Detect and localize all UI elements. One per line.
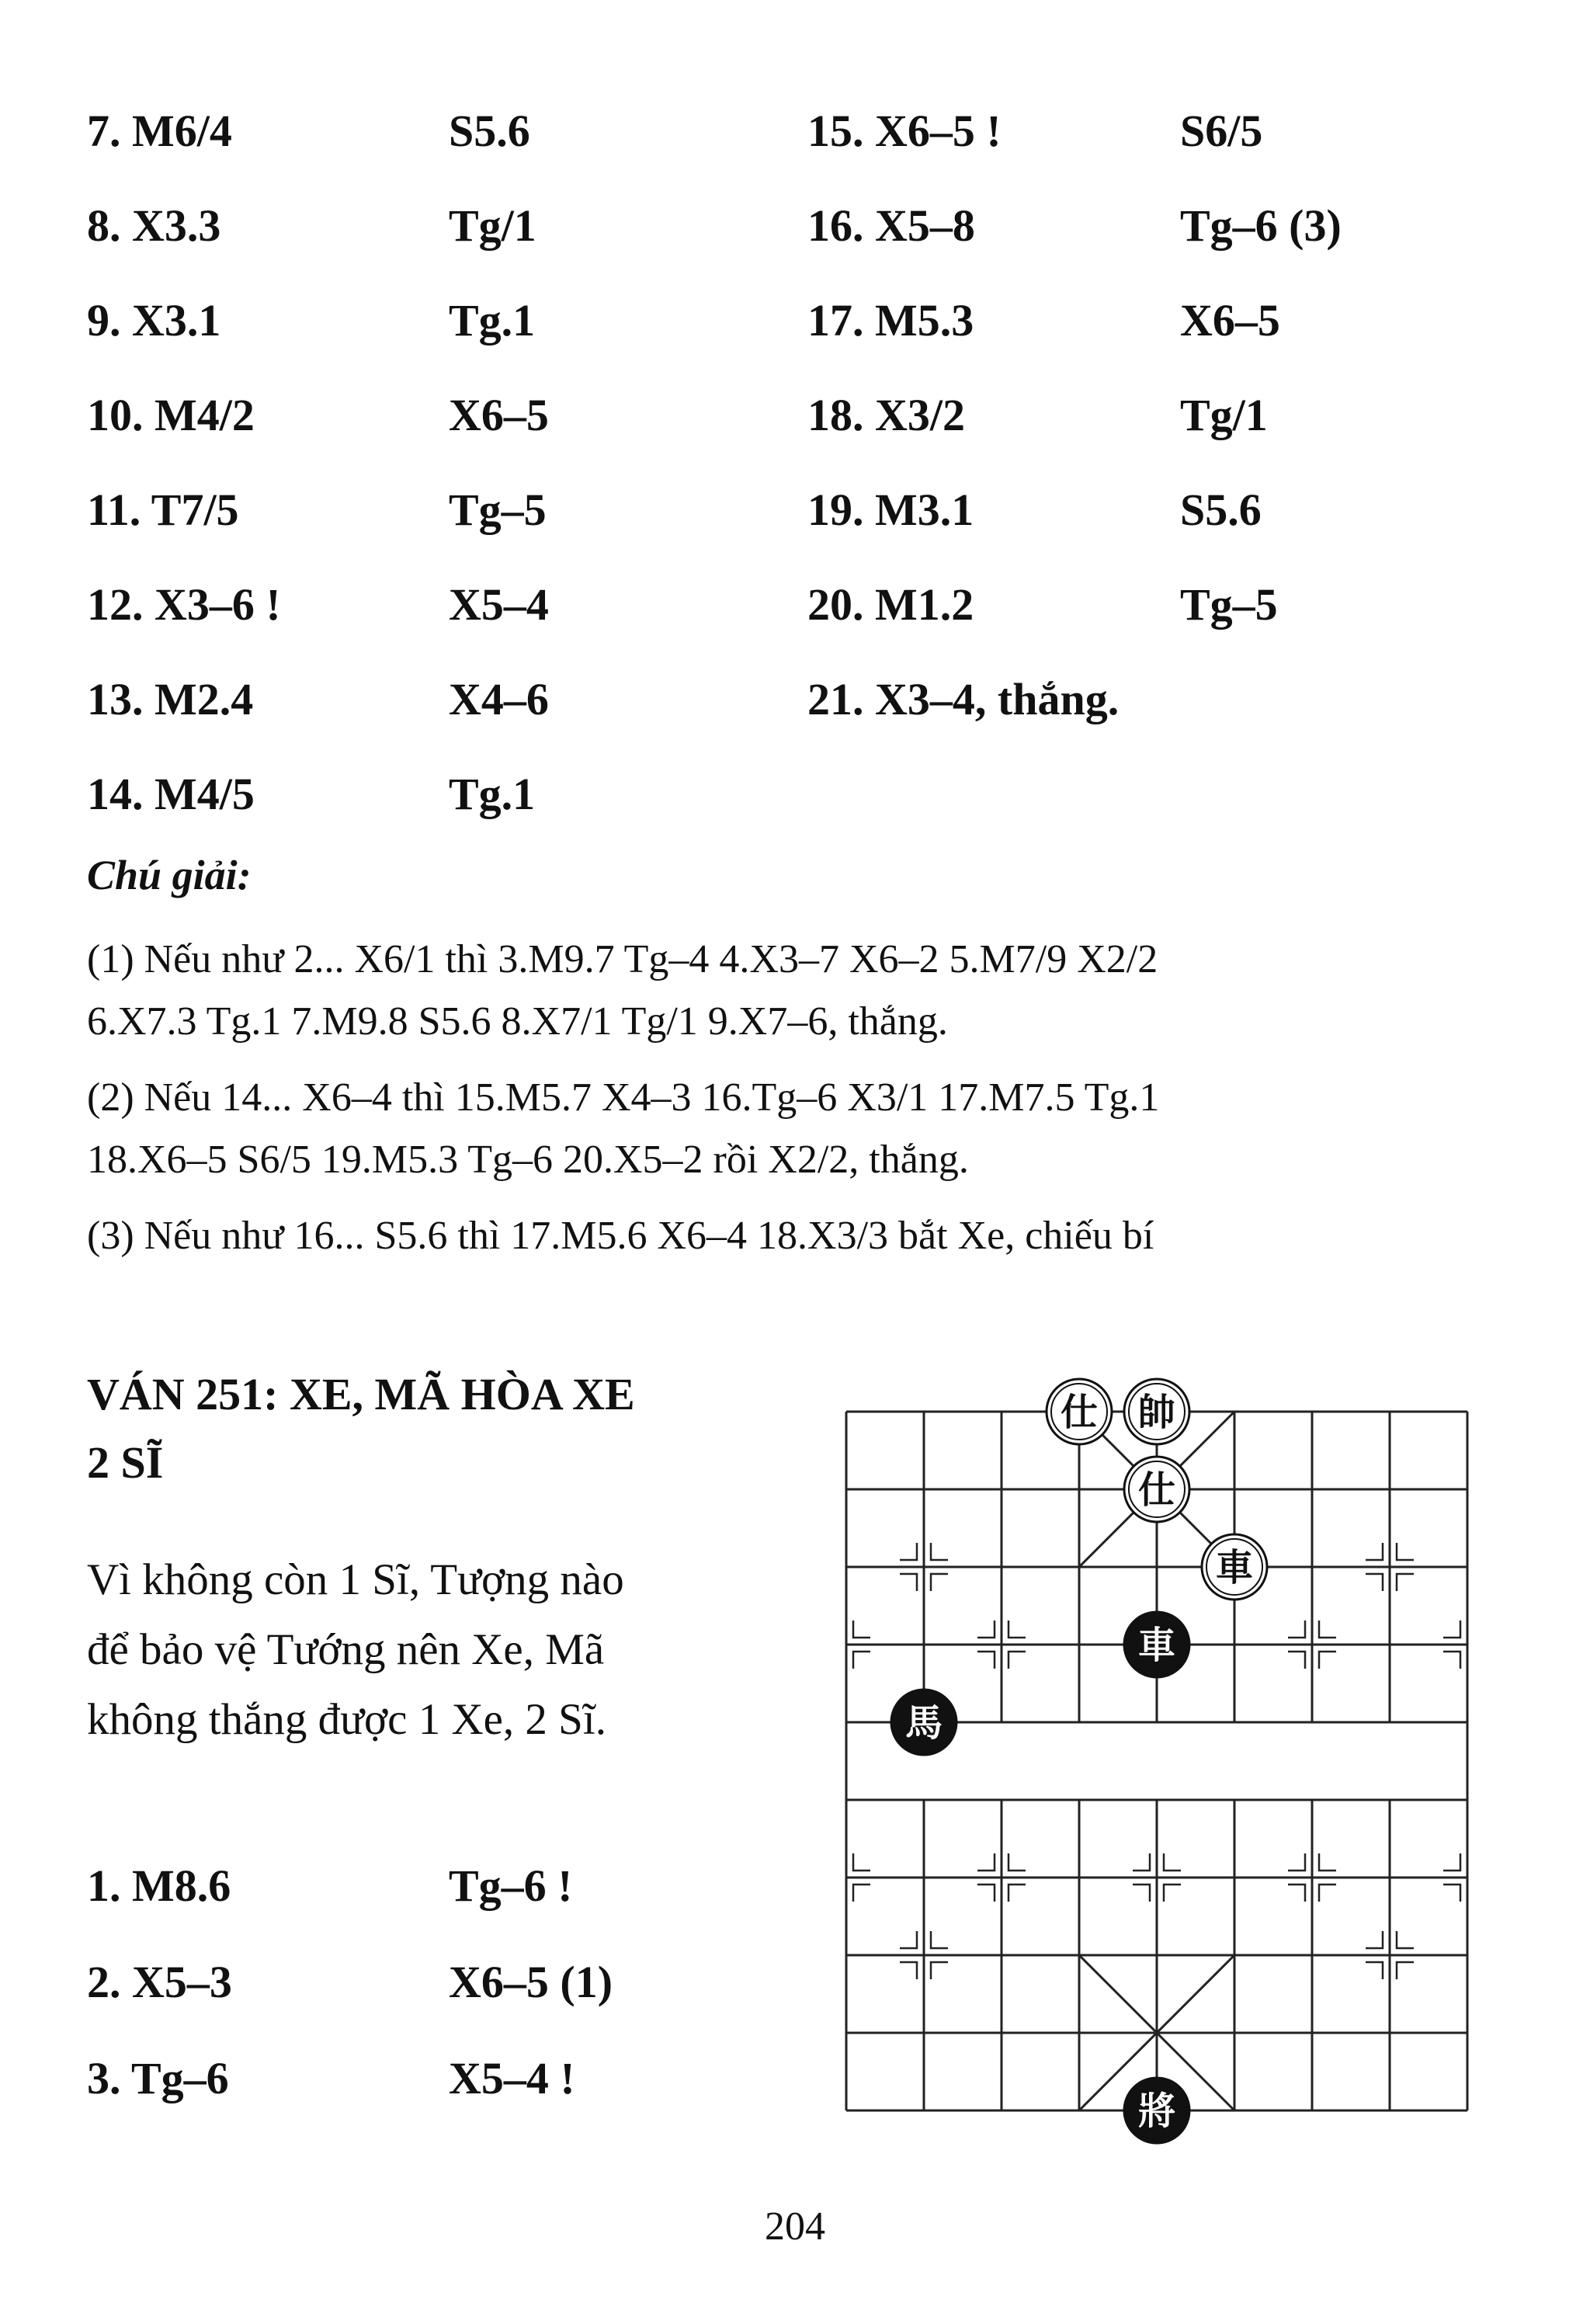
move-white: 2. X5–3 [87,1957,232,2007]
position-mark [1164,1853,1181,1871]
position-mark [853,1621,870,1638]
move-black: X6–5 (1) [449,1957,613,2007]
move-black: Tg–5 [1180,579,1278,630]
move-white: 16. X5–8 [807,200,975,251]
move-black: X6–5 [449,390,549,440]
move-black: Tg.1 [449,769,536,819]
position-mark [977,1853,995,1871]
move-black: Tg–6 (3) [1180,200,1342,251]
move-black: Tg.1 [449,295,536,346]
game-description [87,1545,755,1755]
position-mark [931,1931,948,1948]
piece-glyph: 馬 [904,1701,943,1745]
position-mark [1397,1931,1414,1948]
position-mark [853,1885,870,1902]
position-mark [853,1652,870,1669]
position-mark [1319,1652,1336,1669]
position-mark [900,1962,917,1979]
position-mark [1133,1885,1150,1902]
position-mark [1009,1885,1026,1902]
move-black: Tg/1 [1180,390,1268,440]
position-mark [931,1962,948,1979]
position-mark [1397,1543,1414,1560]
position-mark [853,1853,870,1871]
position-mark [1366,1962,1383,1979]
game-description-line: không thắng được 1 Xe, 2 Sĩ. [87,1695,606,1744]
position-mark [1009,1652,1026,1669]
position-mark [1288,1885,1305,1902]
position-mark [900,1574,917,1591]
piece-glyph: 車 [1137,1624,1176,1667]
black-piece [1124,1612,1189,1677]
xiangqi-board-diagram [807,1351,1491,2190]
move-white: 12. X3–6 ! [87,579,281,630]
piece-glyph: 將 [1137,2090,1176,2133]
position-mark [1366,1574,1383,1591]
position-mark [1443,1853,1460,1871]
position-mark [900,1543,917,1560]
note-line: 6.X7.3 Tg.1 7.M9.8 S5.6 8.X7/1 Tg/1 9.X7–6, thắng. [87,999,948,1044]
position-mark [977,1652,995,1669]
move-black: X4–6 [449,674,549,724]
move-black: Tg–6 ! [449,1860,573,1911]
game-title-line: VÁN 251: XE, MÃ HÒA XE [87,1369,635,1419]
move-black: X6–5 [1180,295,1280,346]
move-white: 1. M8.6 [87,1860,231,1911]
move-black: S6/5 [1180,106,1263,156]
red-piece [1124,1457,1189,1522]
position-mark [1288,1652,1305,1669]
position-mark [931,1574,948,1591]
position-mark [1443,1652,1460,1669]
move-white: 8. X3.3 [87,200,221,251]
notes-title: Chú giải: [87,852,252,898]
move-white: 15. X6–5 ! [807,106,1002,156]
move-white: 13. M2.4 [87,674,254,724]
move-black: Tg/1 [449,200,536,251]
move-black: X5–4 ! [449,2053,575,2103]
position-mark [1133,1853,1150,1871]
note-line: 18.X6–5 S6/5 19.M5.3 Tg–6 20.X5–2 rồi X2/2, thắng. [87,1138,969,1182]
position-mark [1164,1885,1181,1902]
move-white: 20. M1.2 [807,579,974,630]
position-mark [1288,1621,1305,1638]
black-piece [1124,2078,1189,2143]
game-description-line: để bảo vệ Tướng nên Xe, Mã [87,1625,605,1674]
piece-glyph: 仕 [1137,1468,1176,1512]
note-line: (2) Nếu 14... X6–4 thì 15.M5.7 X4–3 16.Tg–6 X3/1 17.M7.5 Tg.1 [87,1075,1160,1120]
move-white: 7. M6/4 [87,106,232,156]
piece-glyph: 帥 [1137,1391,1176,1434]
position-mark [977,1885,995,1902]
move-white: 18. X3/2 [807,390,965,440]
position-mark [1009,1621,1026,1638]
move-white: 3. Tg–6 [87,2053,229,2103]
move-white: 11. T7/5 [87,485,239,535]
move-white: 19. M3.1 [807,485,974,535]
game-title-line: 2 SĨ [87,1437,164,1488]
note-line: (1) Nếu như 2... X6/1 thì 3.M9.7 Tg–4 4.X3–7 X6–2 5.M7/9 X2/2 [87,937,1158,981]
position-mark [1319,1885,1336,1902]
position-mark [1319,1853,1336,1871]
piece-glyph: 仕 [1060,1391,1099,1434]
position-mark [1366,1931,1383,1948]
position-mark [1443,1885,1460,1902]
move-white: 9. X3.1 [87,295,221,346]
position-mark [931,1543,948,1560]
position-mark [1319,1621,1336,1638]
position-mark [1397,1574,1414,1591]
note-line: (3) Nếu như 16... S5.6 thì 17.M5.6 X6–4 18.X3/3 bắt Xe, chiếu bí [87,1214,1154,1258]
position-mark [1288,1853,1305,1871]
position-mark [1009,1853,1026,1871]
red-piece [1124,1379,1189,1444]
move-white: 14. M4/5 [87,769,255,819]
red-piece [1202,1534,1267,1600]
position-mark [900,1931,917,1948]
move-black: Tg–5 [449,485,547,535]
position-mark [977,1621,995,1638]
move-white: 17. M5.3 [807,295,974,346]
piece-glyph: 車 [1215,1546,1254,1589]
game-title [87,1360,786,1497]
move-white: 10. M4/2 [87,390,255,440]
move-black: S5.6 [1180,485,1262,535]
game-description-line: Vì không còn 1 Sĩ, Tượng nào [87,1555,624,1604]
position-mark [1443,1621,1460,1638]
move-white: 21. X3–4, thắng. [807,674,1120,724]
position-mark [1397,1962,1414,1979]
move-black: X5–4 [449,579,549,630]
page-number: 204 [765,2204,825,2249]
move-black: S5.6 [449,106,530,156]
position-mark [1366,1543,1383,1560]
black-piece [891,1690,956,1755]
red-piece [1047,1379,1112,1444]
